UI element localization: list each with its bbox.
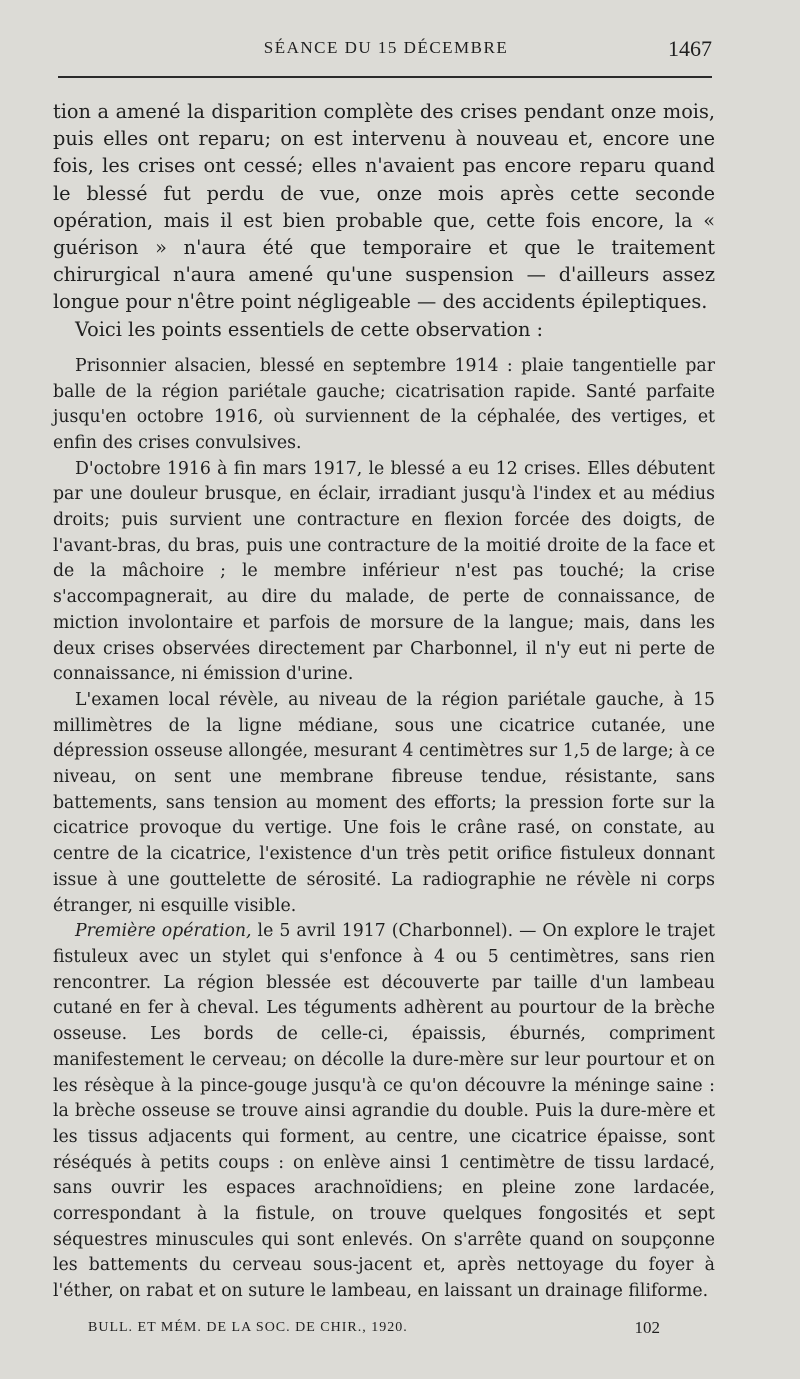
observation-paragraph: Prisonnier alsacien, blessé en septembre 1914 : plaie tangentielle par balle de la région pariétale gauche; cicatrisation rapide. Santé parfaite jusqu'en octobre 1916, où surviennent de la céphalée, des vertiges, et enfin des crises convulsives. [53,355,715,453]
running-header [60,36,712,66]
observation-paragraph: D'octobre 1916 à fin mars 1917, le blessé a eu 12 crises. Elles débutent par une douleur brusque, en éclair, irradiant jusqu'à l'index et au médius droits; puis survient une contracture en flexion forcée des doigts, de l'avant-bras, du bras, puis une contracture de la moitié droite de la face et de la mâchoire ; le membre inférieur n'est pas touché; la crise s'accompagnerait, au dire du malade, de perte de connaissance, de miction involontaire et parfois de morsure de la langue; mais, dans les deux crises observées directement par Charbonnel, il n'y eut ni perte de connaissance, ni émission d'urine. [53,458,715,685]
operation-text: le 5 avril 1917 (Charbonnel). — On explore le trajet fistuleux avec un stylet qui s'enfonce à 4 ou 5 centimètres, sans rien rencontrer. La région blessée est découverte par taille d'un lambeau cutané en fer à cheval. Les téguments adhèrent au pourtour de la brèche osseuse. Les bords de celle-ci, épaissis, éburnés, compriment manifestement le cerveau; on décolle la dure-mère sur leur pourtour et on les résèque à la pince-gouge jusqu'à ce qu'on découvre la méninge saine : la brèche osseuse se trouve ainsi agrandie du double. Puis la dure-mère et les tissus adjacents qui forment, au centre, une cicatrice épaisse, sont réséqués à petits coups : on enlève ainsi 1 centimètre de tissu lardacé, sans ouvrir les espaces arachnoïdiens; en pleine zone lardacée, correspondant à la fistule, on trouve quelques fongosités et sept séquestres minuscules qui sont enlevés. On s'arrête quand on soupçonne les battements du cerveau sous-jacent et, après nettoyage du foyer à l'éther, on rabat et on suture le lambeau, en laissant un drainage filiforme. [53,921,715,1302]
body-text [53,98,715,1305]
operation-paragraph [53,919,715,1305]
footer-number: 102 [634,1318,660,1337]
footer [88,1320,660,1336]
header-title: SÉANCE DU 15 DÉCEMBRE [263,38,509,57]
paragraph: tion a amené la disparition complète des crises pendant onze mois, puis elles ont reparu; on est intervenu à nouveau et, encore une fois, les crises ont cessé; elles n'avaient pas encore reparu quand le blessé fut perdu de vue, onze mois après cette seconde opération, mais il est bien probable que, cette fois encore, la « guérison » n'aura été que temporaire et que le traitement chirurgical n'aura amené qu'une suspension — d'ailleurs assez longue pour n'être point négligeable — des accidents épileptiques. [53,100,715,314]
observation-paragraph: L'examen local révèle, au niveau de la région pariétale gauche, à 15 millimètres de la ligne médiane, sous une cicatrice cutanée, une dépression osseuse allongée, mesurant 4 centimètres sur 1,5 de large; à ce niveau, on sent une membrane fibreuse tendue, résistante, sans battements, sans tension au moment des efforts; la pression forte sur la cicatrice provoque du vertige. Une fois le crâne rasé, on constate, au centre de la cicatrice, l'existence d'un très petit orifice fistuleux donnant issue à une gouttelette de sérosité. La radiographie ne révèle ni corps étranger, ni esquille visible. [53,689,715,916]
paragraph: Voici les points essentiels de cette observation : [75,317,544,341]
page-number: 1467 [668,36,712,61]
operation-label: Première opération, [75,921,252,942]
footer-citation: BULL. ET MÉM. DE LA SOC. DE CHIR., 1920. [88,1320,408,1335]
header-rule [58,76,712,78]
